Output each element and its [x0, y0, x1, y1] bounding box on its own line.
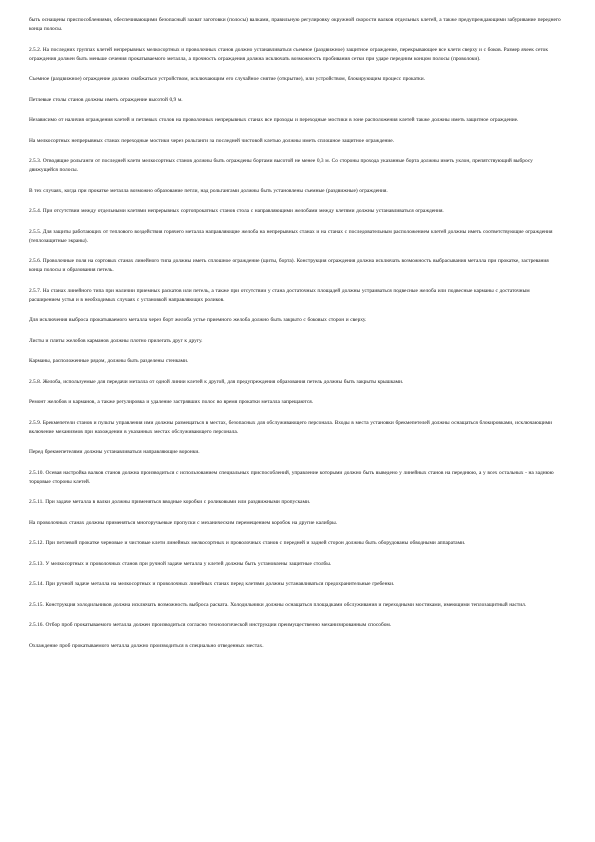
paragraph-8: В тех случаях, когда при прокатке металла возможно образование петли, над рольгангами должны быть установлены съемные (раздвижные) ограждения.	[29, 187, 388, 194]
document-page	[29, 16, 562, 662]
paragraph-5: Независимо от наличия ограждения клетей и петлевых столов на проволочных непрерывных станах все проходы и переходные мостики в зоне расположения клетей также должны иметь защитное ограждение.	[29, 117, 519, 123]
paragraph-2-5-16: 2.5.16. Отбор проб прокатываемого металла должен производиться согласно технологической инструкции преимущественно механизированным способом.	[29, 622, 392, 628]
paragraph-2-5-2: 2.5.2. На последних группах клетей непрерывных мелкосортных и проволочных станов должно устанавливаться съемное (раздвижное) защитное ограждение, перекрывающее все клети сверху и с боков. Размер ячеек сеток ограждения должен быть меньше сечения прокатываемого металла, а прочность ограждения должна исключать возможность пробивания сетки при ударе передним концом полосы (проволоки).	[29, 46, 548, 62]
paragraph-2-5-8: 2.5.8. Желоба, используемые для передачи металла от одной линии клетей к другой, для предупреждения образования петель должны быть закрыты крышками.	[29, 378, 404, 385]
paragraph-3: Съемное (раздвижное) ограждение должно снабжаться устройством, исключающим его случайное снятие (открытие), или устройством, блокирующим процесс прокатки.	[29, 76, 426, 82]
paragraph-2-5-4: 2.5.4. При отсутствии между отдельными клетями непрерывных сортопрокатных станов стола с направляющими желобами между клетями должны устанавливаться ограждения.	[29, 208, 444, 214]
paragraph-17: Ремонт желобов и карманов, а также регулировка и удаление застрявших полос во время прокатки металла запрещаются.	[29, 399, 314, 405]
paragraph-28: Охлаждение проб прокатываемого металла должно производиться в специально отведенных местах.	[29, 642, 264, 649]
paragraph-2-5-11: 2.5.11. При задаче металла в валки должны применяться вводные коробки с роликовыми или раздвижными пропусками.	[29, 499, 311, 505]
paragraph-2-5-10: 2.5.10. Осевая настройка валков станов должна производиться с использованием специальных приспособлений, управление которыми должно быть выведено у линейных станов на переднюю, а у всех остальных - на заднюю торцовые стороны клетей.	[29, 469, 554, 485]
paragraph-2-5-12: 2.5.12. При петлевой прокатке черновые и чистовые клети линейных мелкосортных и проволочных станов с передней и задней сторон должны быть оборудованы обводными аппаратами.	[29, 540, 466, 546]
paragraph-6: На мелкосортных непрерывных станах переходные мостики через рольганги за последней чистовой клетью должны иметь сплошное защитное ограждение.	[29, 137, 394, 144]
paragraph-2-5-14: 2.5.14. При ручной задаче металла на мелкосортных и проволочных линейных станах перед клетями должны устанавливаться предохранительные гребенки.	[29, 581, 395, 587]
paragraph-2-5-15: 2.5.15. Конструкция холодильников должна исключать возможность выброса раската. Холодильники должны оснащаться площадками обслуживания и переходными мостиками, имеющими теплозащитный настил.	[29, 601, 527, 608]
paragraph-2-5-3: 2.5.3. Отводящие рольганги от последней клети мелкосортных станов должны быть ограждены бортами высотой не менее 0,3 м. Со стороны прохода указанные борта должны иметь уклон, препятствующий выбросу движущейся полосы.	[29, 158, 533, 173]
paragraph-13: Для исключения выброса прокатываемого металла через борт желоба устье приемного желоба должно быть закрыто с боковых сторон и сверху.	[29, 317, 367, 323]
paragraph-2-5-13: 2.5.13. У мелкосортных и проволочных станов при ручной задаче металла у клетей должны быть установлены защитные столбы.	[29, 560, 332, 567]
paragraph-19: Перед брекмепетелями должны устанавливаться направляющие воронки.	[29, 449, 200, 455]
paragraph-2-5-7: 2.5.7. На станах линейного типа при наличии приемных раскатов или петель, а также при отсутствии у стана достаточных площадей должны устраиваться подвесные желоба или подвесные карманы с достаточным расширением устья и в необходимых случаях с установкой направляющих роликов.	[29, 287, 530, 303]
paragraph-14: Листы и плиты желобов карманов должны плотно прилегать друг к другу.	[29, 337, 203, 344]
paragraph-1: быть оснащены приспособлениями, обеспечивающими безопасный захват заготовки (полосы) валками, правильную регулировку окружной скорости валков отдельных клетей, а также предупреждающими забуривание переднего конца полосы.	[29, 17, 561, 32]
paragraph-2-5-6: 2.5.6. Проволочные поля на сортовых станах линейного типа должны иметь сплошное ограждение (щиты, борта). Конструкция ограждения должна исключать возможность выбрасывания металла при прокатке, застревания конца полосы и образования петель.	[29, 258, 549, 273]
paragraph-2-5-5: 2.5.5. Для защиты работающих от теплового воздействия горячего металла направляющие желоба на непрерывных станах и на станах с последовательным расположением клетей должны иметь соответствующие ограждения (теплозащитные экраны).	[29, 228, 553, 244]
paragraph-22: На проволочных станах должны применяться многоручьевые пропуски с механическим перемещением коробок на другие калибры.	[29, 519, 338, 526]
paragraph-15: Карманы, расположенные рядом, должны быть разделены стенками.	[29, 358, 189, 364]
paragraph-4: Петлевые столы станов должны иметь ограждение высотой 0,9 м.	[29, 96, 183, 103]
paragraph-2-5-9: 2.5.9. Брекмепетели станов и пульты управления ими должны размещаться в местах, безопасных для обслуживающего персонала. Входы в места установки брекмепетелей должны оснащаться блокировками, исключающими включение механизмов при нахождении в указанных местах обслуживающего персонала.	[29, 419, 553, 435]
